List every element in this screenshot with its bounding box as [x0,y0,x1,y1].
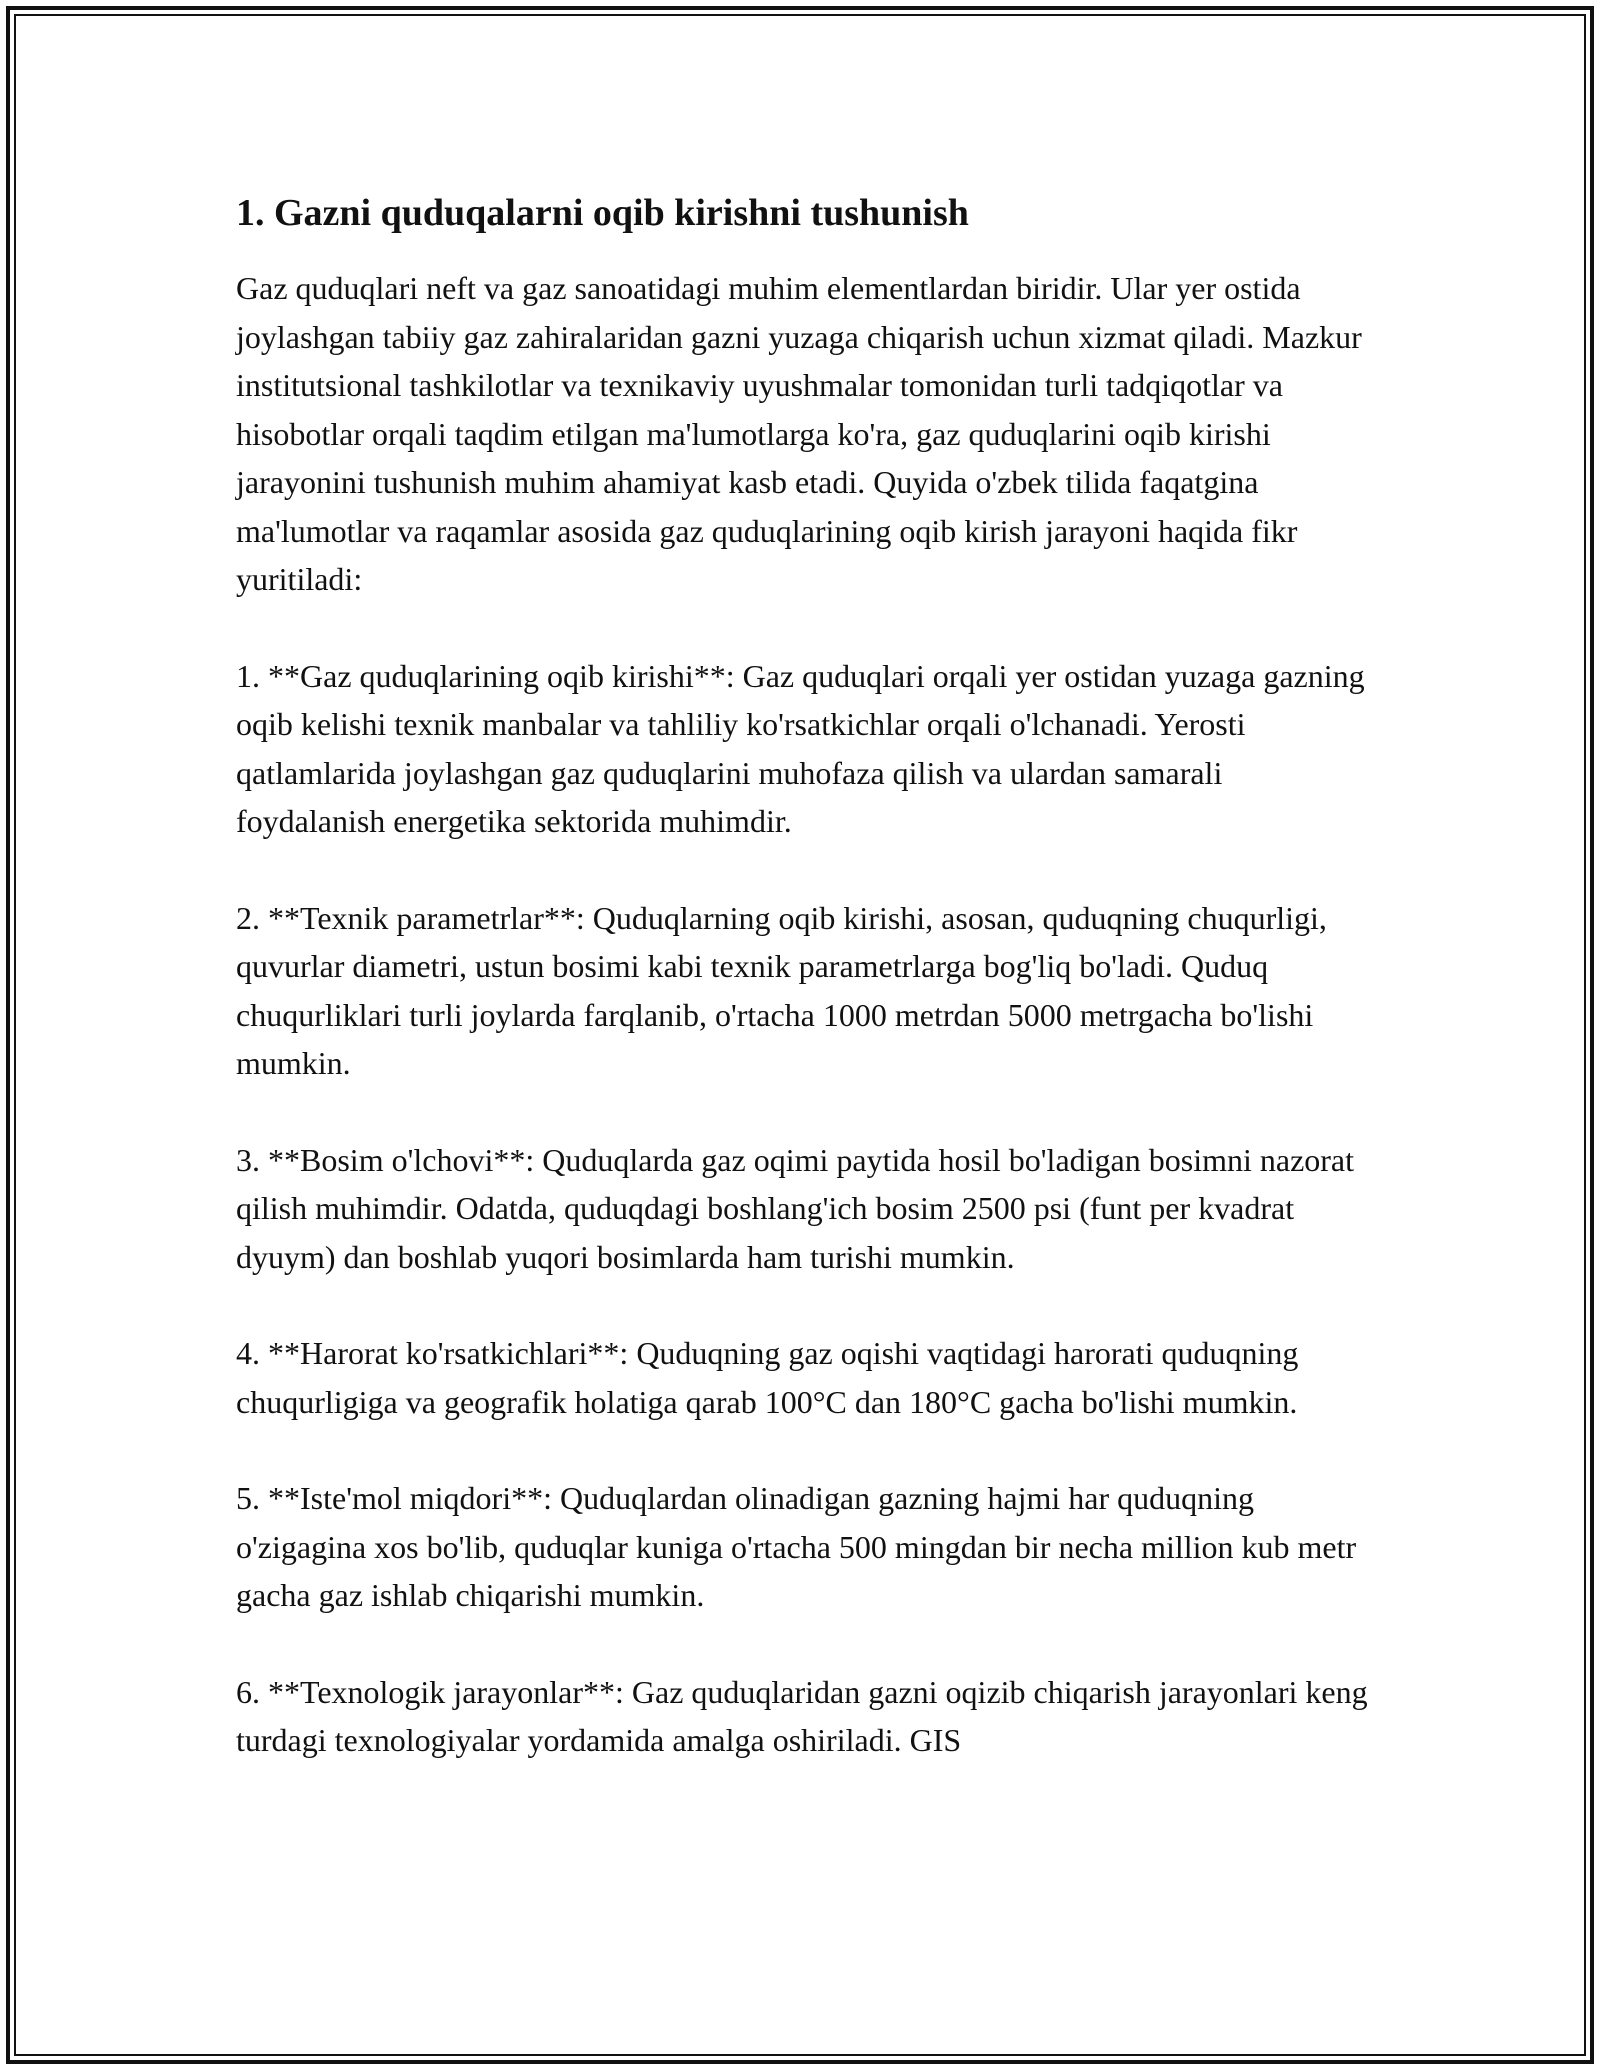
list-item: 5. **Iste'mol miqdori**: Quduqlardan olinadigan gazning hajmi har quduqning o'zigagina xos bo'lib, quduqlar kuniga o'rtacha 500 mingdan bir necha million kub metr gacha gaz ishlab chiqarishi mumkin. [236,1480,1357,1613]
list-item: 4. **Harorat ko'rsatkichlari**: Quduqning gaz oqishi vaqtidagi harorati quduqning chuqurligiga va geografik holatiga qarab 100°C dan 180°C gacha bo'lishi mumkin. [236,1335,1299,1420]
list-item: 6. **Texnologik jarayonlar**: Gaz quduqlaridan gazni oqizib chiqarish jarayonlari keng turdagi texnologiyalar yordamida amalga oshiriladi. GIS [236,1673,1368,1758]
list-item: 1. **Gaz quduqlarining oqib kirishi**: Gaz quduqlari orqali yer ostidan yuzaga gazning oqib kelishi texnik manbalar va tahliliy ko'rsatkichlar orqali o'lchanadi. Yerosti qatlamlarida joylashgan gaz quduqlarini muhofaza qilish va ulardan samarali foydalanish energetika sektorida muhimdir. [236,657,1365,839]
list-item: 3. **Bosim o'lchovi**: Quduqlarda gaz oqimi paytida hosil bo'ladigan bosimni nazorat qilish muhimdir. Odatda, quduqdagi boshlang'ich bosim 2500 psi (funt per kvadrat dyuym) dan boshlab yuqori bosimlarda ham turishi mumkin. [236,1141,1355,1275]
intro-paragraph: Gaz quduqlari neft va gaz sanoatidagi muhim elementlardan biridir. Ular yer ostida joylashgan tabiiy gaz zahiralaridan gazni yuzaga chiqarish uchun xizmat qiladi. Mazkur institutsional tashkilotlar va texnikaviy uyushmalar tomonidan turli tadqiqotlar va hisobotlar orqali taqdim etilgan ma'lumotlarga ko'ra, gaz quduqlarini oqib kirishi jarayonini tushunish muhim ahamiyat kasb etadi. Quyida o'zbek tilida faqatgina ma'lumotlar va raqamlar asosida gaz quduqlarining oqib kirish jarayoni haqida fikr yuritiladi: [236,270,1362,597]
document-title: 1. Gazni quduqalarni oqib kirishni tushunish [236,192,969,234]
list-item: 2. **Texnik parametrlar**: Quduqlarning oqib kirishi, asosan, quduqning chuqurligi, quvurlar diametri, ustun bosimi kabi texnik parametrlarga bog'liq bo'ladi. Quduq chuqurliklari turli joylarda farqlanib, o'rtacha 1000 metrdan 5000 metrgacha bo'lishi mumkin. [236,899,1327,1081]
document-body [236,188,1376,1813]
